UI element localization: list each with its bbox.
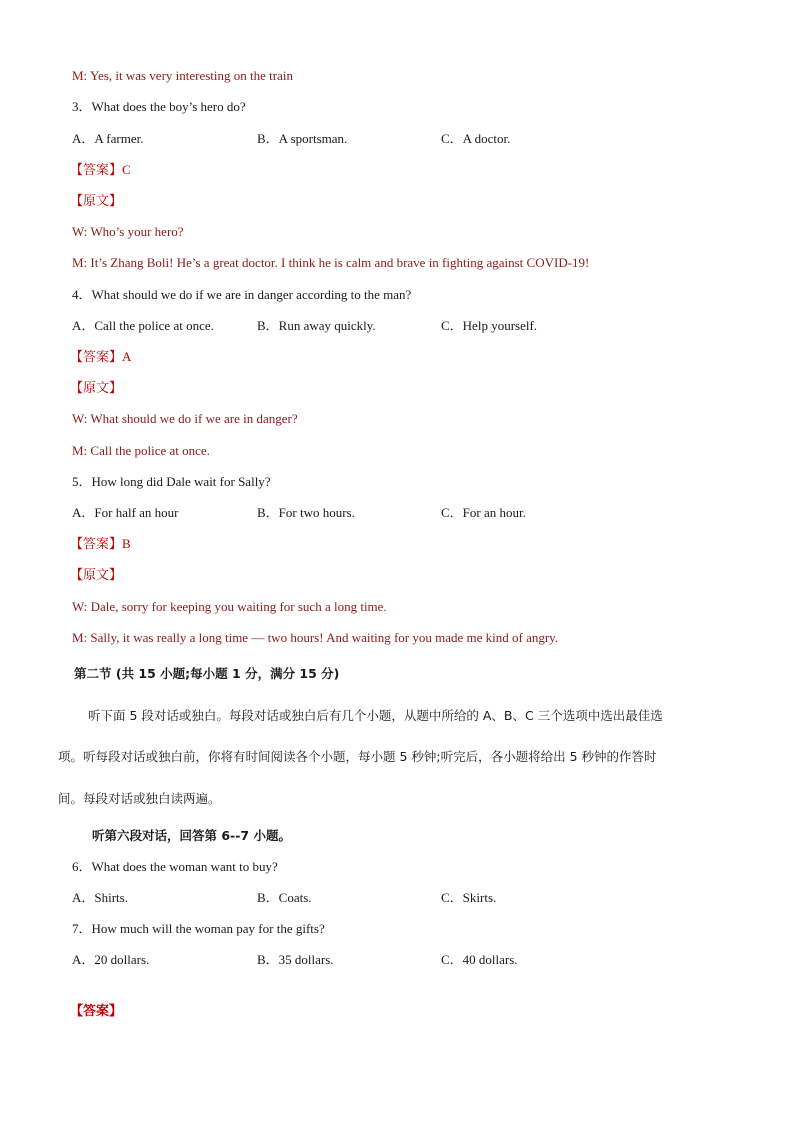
q4-dialog-line-1: W: What should we do if we are in danger? (72, 411, 298, 426)
q4-source-label: 【原文】 (70, 380, 123, 395)
q3-source-label: 【原文】 (70, 193, 123, 208)
q3-option-c: C．A doctor. (441, 131, 511, 146)
q3-answer: 【答案】C (70, 162, 131, 177)
q4-dialog-line-2: M: Call the police at once. (72, 443, 210, 458)
instructions-line-1: 听下面 5 段对话或独白。每段对话或独白后有几个小题，从题中所给的 A、B、C 三个选项中选出最佳选 (88, 708, 663, 723)
question-4: 4．What should we do if we are in danger according to the man? (72, 287, 412, 302)
q4-option-c: C．Help yourself. (441, 318, 538, 333)
question-6: 6．What does the woman want to buy? (72, 859, 278, 874)
q6-option-b: B．Coats. (257, 890, 312, 905)
q3-option-a: A．A farmer. (72, 131, 144, 146)
q7-option-c: C．40 dollars. (441, 952, 518, 967)
q4-option-b: B．Run away quickly. (257, 318, 376, 333)
q5-dialog-line-2: M: Sally, it was really a long time — two hours! And waiting for you made me kind of angry. (72, 630, 559, 645)
question-3: 3．What does the boy’s hero do? (72, 99, 246, 114)
q5-option-a: A．For half an hour (72, 505, 179, 520)
q6-option-c: C．Skirts. (441, 890, 497, 905)
q5-option-c: C．For an hour. (441, 505, 526, 520)
q7-option-a: A．20 dollars. (72, 952, 150, 967)
q3-dialog-line-1: W: Who’s your hero? (72, 224, 184, 239)
q5-source-label: 【原文】 (70, 567, 123, 582)
instructions-line-3: 间。每段对话或独白读两遍。 (58, 791, 221, 806)
q4-option-a: A．Call the police at once. (72, 318, 214, 333)
q6-option-a: A．Shirts. (72, 890, 128, 905)
final-answer-label: 【答案】 (70, 1003, 123, 1018)
section-title: 第二节 (共 15 小题;每小题 1 分，满分 15 分) (74, 666, 340, 681)
q3-dialog-line-2: M: It’s Zhang Boli! He’s a great doctor. I think he is calm and brave in fighting against COVID-19! (72, 255, 590, 270)
question-5: 5．How long did Dale wait for Sally? (72, 474, 271, 489)
question-7: 7．How much will the woman pay for the gifts? (72, 921, 325, 936)
dialog-line: M: Yes, it was very interesting on the train (72, 68, 293, 83)
q5-answer: 【答案】B (70, 536, 131, 551)
instructions-line-2: 项。听每段对话或独白前，你将有时间阅读各个小题，每小题 5 秒钟;听完后，各小题将给出 5 秒钟的作答时 (58, 749, 657, 764)
q4-answer: 【答案】A (70, 349, 132, 364)
q5-dialog-line-1: W: Dale, sorry for keeping you waiting for such a long time. (72, 599, 387, 614)
q7-option-b: B．35 dollars. (257, 952, 334, 967)
q3-option-b: B．A sportsman. (257, 131, 348, 146)
q5-option-b: B．For two hours. (257, 505, 355, 520)
dialog6-heading: 听第六段对话，回答第 6--7 小题。 (92, 828, 291, 843)
